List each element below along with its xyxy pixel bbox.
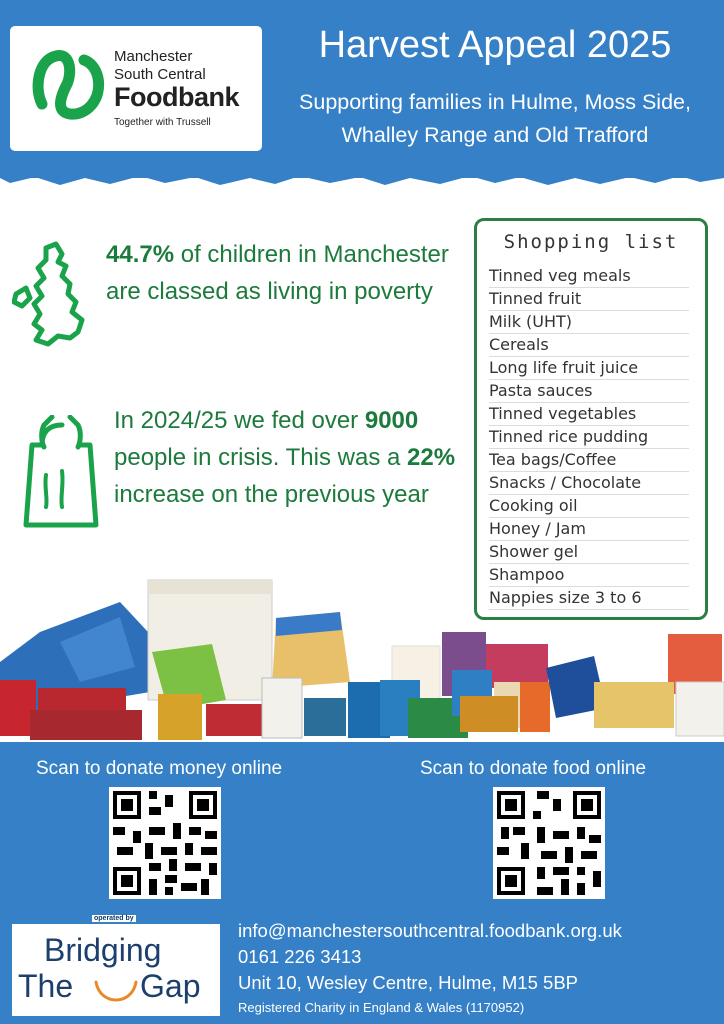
foodbank-mark-icon xyxy=(32,48,106,122)
list-item: Tea bags/Coffee xyxy=(489,449,689,472)
page-title: Harvest Appeal 2025 xyxy=(318,24,672,66)
list-item: Shampoo xyxy=(489,564,689,587)
list-item: Tinned rice pudding xyxy=(489,426,689,449)
page-subtitle: Supporting families in Hulme, Moss Side, Whalley Range and Old Trafford xyxy=(299,90,691,147)
logo-text-manchester: Manchester xyxy=(114,48,193,65)
shopping-list-card xyxy=(474,218,708,620)
donate-food-label: Scan to donate food online xyxy=(420,758,647,779)
donate-food-qr-code[interactable] xyxy=(493,787,605,899)
torn-edge xyxy=(0,168,724,190)
contact-phone: 0161 226 3413 xyxy=(238,946,362,967)
fed-stat-mid: people in crisis. This was a xyxy=(114,444,408,471)
uk-map-icon xyxy=(12,240,92,358)
list-item: Cooking oil xyxy=(489,495,689,518)
fed-stat xyxy=(114,402,464,513)
poverty-stat xyxy=(106,236,456,310)
food-donations-image xyxy=(0,572,724,750)
list-item: Cereals xyxy=(489,334,689,357)
donate-money-qr-code[interactable] xyxy=(109,787,221,899)
poverty-stat-text: of children in Manchester are classed as living in poverty xyxy=(106,241,449,305)
contact-address: Unit 10, Wesley Centre, Hulme, M15 5BP xyxy=(238,972,578,993)
list-item: Tinned fruit xyxy=(489,288,689,311)
poverty-stat-highlight: 44.7% xyxy=(106,241,175,268)
list-item: Snacks / Chocolate xyxy=(489,472,689,495)
list-item: Tinned veg meals xyxy=(489,265,689,288)
fed-stat-increase: 22% xyxy=(407,444,456,471)
list-item: Shower gel xyxy=(489,541,689,564)
btg-text-the: The xyxy=(18,968,74,1004)
list-item: Honey / Jam xyxy=(489,518,689,541)
foodbank-logo xyxy=(10,26,262,151)
bridging-the-gap-logo xyxy=(12,915,220,1016)
shopping-bag-icon xyxy=(22,415,102,533)
fed-stat-pre: In 2024/25 we fed over xyxy=(114,407,365,434)
list-item: Milk (UHT) xyxy=(489,311,689,334)
btg-text-gap: Gap xyxy=(140,968,201,1004)
contact-email-link[interactable]: info@manchestersouthcentral.foodbank.org.uk xyxy=(238,920,622,941)
operated-by-label: operated by xyxy=(94,915,134,922)
shopping-list-title: Shopping list xyxy=(503,231,679,253)
list-item: Pasta sauces xyxy=(489,380,689,403)
logo-tagline: Together with Trussell xyxy=(114,117,211,128)
fed-stat-people: 9000 xyxy=(364,407,419,434)
btg-text-bridging: Bridging xyxy=(44,932,162,968)
logo-text-foodbank: Foodbank xyxy=(114,82,239,112)
smile-icon xyxy=(92,978,140,1006)
shopping-list xyxy=(489,265,689,610)
list-item: Tinned vegetables xyxy=(489,403,689,426)
donate-money-label: Scan to donate money online xyxy=(36,758,283,779)
fed-stat-post: increase on the previous year xyxy=(114,481,429,508)
list-item: Long life fruit juice xyxy=(489,357,689,380)
logo-text-south-central: South Central xyxy=(114,66,206,83)
charity-registration: Registered Charity in England & Wales (1170952) xyxy=(238,1000,525,1015)
list-item: Nappies size 3 to 6 xyxy=(489,587,689,610)
